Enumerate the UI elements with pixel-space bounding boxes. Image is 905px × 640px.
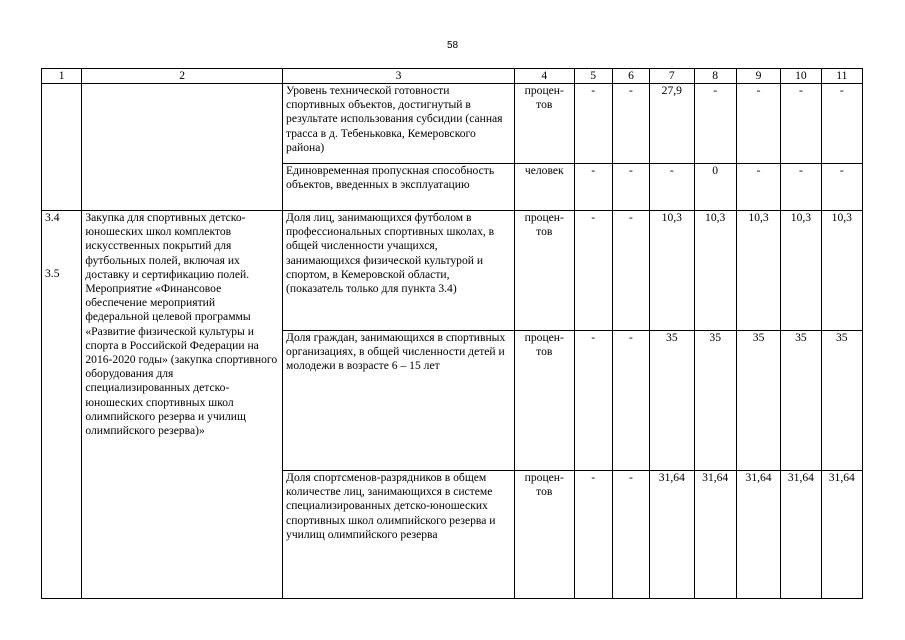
value-cell: 35 xyxy=(736,331,780,471)
column-header: 6 xyxy=(612,69,649,84)
value-cell: - xyxy=(781,164,821,211)
value-cell: - xyxy=(574,211,612,331)
unit-cell: процен- тов xyxy=(515,84,575,164)
value-cell: - xyxy=(612,164,649,211)
value-cell: 35 xyxy=(821,331,862,471)
value-cell: - xyxy=(821,164,862,211)
indicator-cell: Доля лиц, занимающихся футболом в профессиональных спортивных школах, в общей численности учащихся, занимающихся физической культурой и спортом, в Кемеровской области, (показатель только для пункта 3.4) xyxy=(283,211,515,331)
indicator-cell: Единовременная пропускная способность объектов, введенных в эксплуатацию xyxy=(283,164,515,211)
unit-cell: процен- тов xyxy=(515,211,575,331)
value-cell: 31,64 xyxy=(650,471,694,599)
value-cell: - xyxy=(650,164,694,211)
table-row xyxy=(42,84,863,164)
column-header: 1 xyxy=(42,69,82,84)
value-cell: 10,3 xyxy=(650,211,694,331)
column-header: 10 xyxy=(781,69,821,84)
value-cell: 10,3 xyxy=(781,211,821,331)
value-cell: 10,3 xyxy=(821,211,862,331)
value-cell: 27,9 xyxy=(650,84,694,164)
item-number: 3.5 xyxy=(45,267,60,281)
column-header: 5 xyxy=(574,69,612,84)
value-cell: - xyxy=(612,211,649,331)
column-header: 2 xyxy=(82,69,283,84)
value-cell: - xyxy=(736,84,780,164)
number-cell xyxy=(42,211,82,599)
value-cell: 31,64 xyxy=(736,471,780,599)
indicators-table xyxy=(41,68,863,599)
column-number-row xyxy=(42,69,863,84)
value-cell: - xyxy=(574,331,612,471)
column-header: 8 xyxy=(694,69,736,84)
value-cell: 35 xyxy=(781,331,821,471)
number-cell-empty xyxy=(42,84,82,211)
value-cell: - xyxy=(821,84,862,164)
value-cell: 31,64 xyxy=(781,471,821,599)
indicator-cell: Уровень технической готовности спортивных объектов, достигнутый в результате использования субсидии (санная трасса в д. Тебеньковка, Кемеровского района) xyxy=(283,84,515,164)
value-cell: - xyxy=(574,164,612,211)
column-header: 11 xyxy=(821,69,862,84)
value-cell: 35 xyxy=(694,331,736,471)
value-cell: 31,64 xyxy=(821,471,862,599)
value-cell: 31,64 xyxy=(694,471,736,599)
value-cell: 10,3 xyxy=(694,211,736,331)
column-header: 3 xyxy=(283,69,515,84)
value-cell: - xyxy=(612,471,649,599)
value-cell: - xyxy=(612,331,649,471)
value-cell: - xyxy=(612,84,649,164)
table-row xyxy=(42,211,863,331)
value-cell: 0 xyxy=(694,164,736,211)
value-cell: - xyxy=(736,164,780,211)
value-cell: 35 xyxy=(650,331,694,471)
value-cell: - xyxy=(574,84,612,164)
event-cell-empty xyxy=(82,84,283,211)
value-cell: - xyxy=(781,84,821,164)
value-cell: - xyxy=(694,84,736,164)
value-cell: 10,3 xyxy=(736,211,780,331)
unit-cell: процен- тов xyxy=(515,471,575,599)
unit-cell: процен- тов xyxy=(515,331,575,471)
column-header: 9 xyxy=(736,69,780,84)
column-header: 4 xyxy=(515,69,575,84)
event-cell: Закупка для спортивных детско-юношеских школ комплектов искусственных покрытий для футбольных полей, включая их доставку и сертификацию полей. Мероприятие «Финансовое обеспечение мероприятий федеральной целевой программы «Развитие физической культуры и спорта в Российской Федерации на 2016-2020 годы» (закупка спортивного оборудования для специализированных детско-юношеских спортивных школ олимпийского резерва и училищ олимпийского резерва)» xyxy=(82,211,283,599)
unit-cell: человек xyxy=(515,164,575,211)
indicator-cell: Доля спортсменов-разрядников в общем количестве лиц, занимающихся в системе специализированных детско-юношеских спортивных школ олимпийского резерва и училищ олимпийского резерва xyxy=(283,471,515,599)
value-cell: - xyxy=(574,471,612,599)
number-gap xyxy=(45,225,78,267)
indicator-cell: Доля граждан, занимающихся в спортивных организациях, в общей численности детей и молодежи в возрасте 6 – 15 лет xyxy=(283,331,515,471)
page-number: 58 xyxy=(446,40,459,51)
item-number: 3.4 xyxy=(45,211,60,224)
column-header: 7 xyxy=(650,69,694,84)
